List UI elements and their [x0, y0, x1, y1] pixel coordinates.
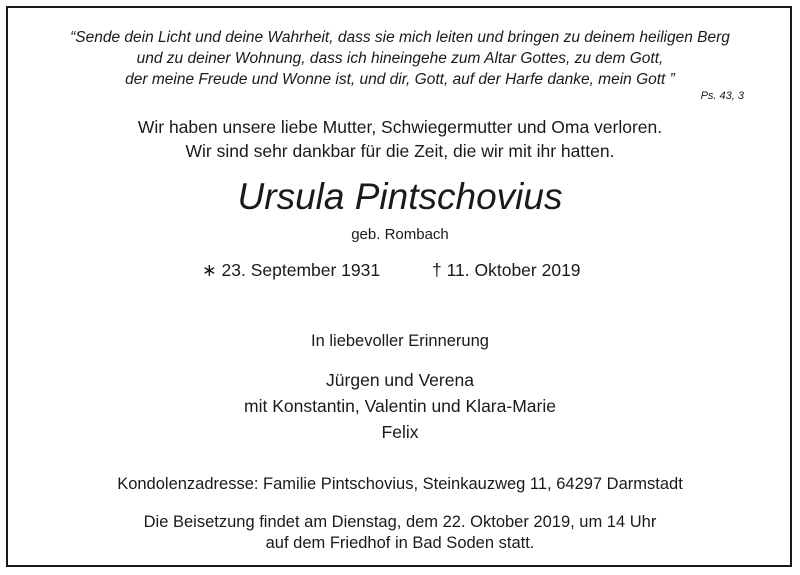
death-date: † 11. Oktober 2019: [432, 260, 581, 280]
psalm-reference: Ps. 43, 3: [700, 90, 744, 102]
family-line-1: Jürgen und Verena: [326, 370, 474, 390]
psalm-quote-line-1: “Sende dein Licht und deine Wahrheit, dass sie mich leiten und bringen zu deinem heiligen Berg: [70, 29, 730, 46]
intro-line-2: Wir sind sehr dankbar für die Zeit, die wir mit ihr hatten.: [185, 141, 615, 161]
birth-name: geb. Rombach: [351, 226, 449, 243]
birth-date: ∗ 23. September 1931: [202, 260, 381, 280]
psalm-quote-line-3: der meine Freude und Wonne ist, und dir, Gott, auf der Harfe danke, mein Gott ”: [125, 71, 675, 88]
condolence-address: Kondolenzadresse: Familie Pintschovius, Steinkauzweg 11, 64297 Darmstadt: [117, 475, 683, 493]
funeral-line-2: auf dem Friedhof in Bad Soden statt.: [265, 534, 535, 552]
deceased-name: Ursula Pintschovius: [237, 176, 563, 217]
family-line-3: Felix: [381, 422, 419, 442]
psalm-quote-line-2: und zu deiner Wohnung, dass ich hineingehe zum Altar Gottes, zu dem Gott,: [136, 50, 664, 67]
intro-line-1: Wir haben unsere liebe Mutter, Schwiegermutter und Oma verloren.: [137, 117, 663, 137]
memory-line: In liebevoller Erinnerung: [311, 332, 489, 350]
family-line-2: mit Konstantin, Valentin und Klara-Marie: [244, 396, 556, 416]
funeral-line-1: Die Beisetzung findet am Dienstag, dem 22. Oktober 2019, um 14 Uhr: [143, 513, 657, 531]
